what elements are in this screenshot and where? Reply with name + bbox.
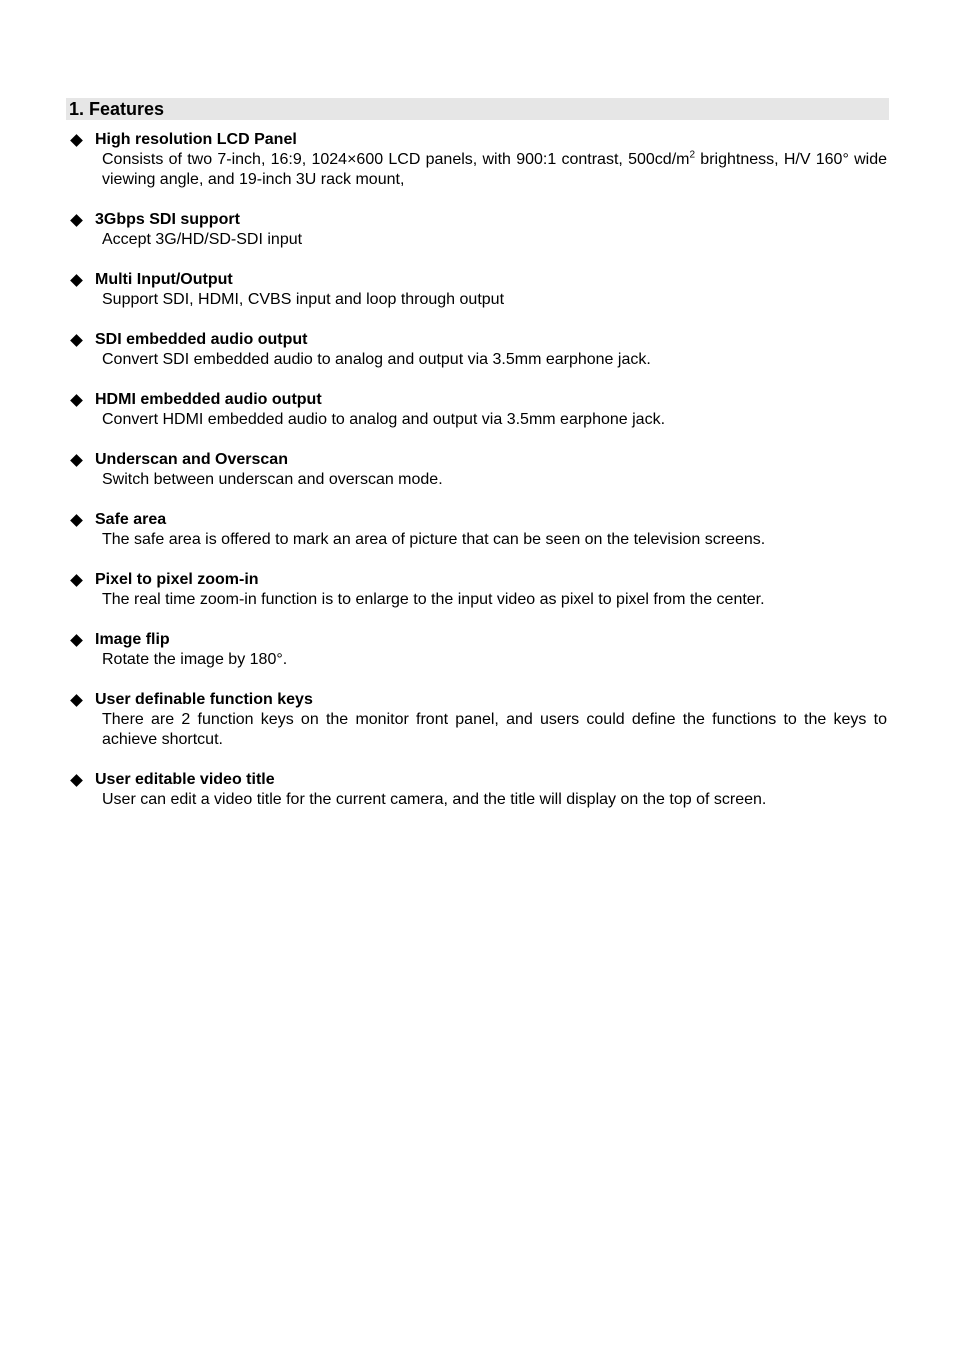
feature-item (68, 690, 888, 750)
feature-title: User definable function keys (95, 691, 313, 708)
diamond-bullet-icon (70, 694, 83, 707)
feature-item (68, 270, 888, 310)
diamond-bullet-icon (70, 634, 83, 647)
diamond-bullet-icon (70, 774, 83, 787)
feature-title: Underscan and Overscan (95, 451, 288, 468)
section-title: 1. Features (66, 98, 889, 120)
feature-item (68, 510, 888, 550)
diamond-bullet-icon (70, 214, 83, 227)
feature-description: Convert HDMI embedded audio to analog and output via 3.5mm earphone jack. (102, 411, 666, 428)
feature-item (68, 330, 888, 370)
diamond-bullet-icon (70, 514, 83, 527)
feature-description: Accept 3G/HD/SD-SDI input (102, 231, 303, 248)
feature-item (68, 770, 888, 810)
feature-list (68, 130, 888, 810)
feature-title: High resolution LCD Panel (95, 131, 297, 148)
feature-title: Pixel to pixel zoom-in (95, 571, 259, 588)
feature-title: Image flip (95, 631, 170, 648)
feature-title: SDI embedded audio output (95, 331, 308, 348)
feature-description: The real time zoom-in function is to enlarge to the input video as pixel to pixel from the center. (102, 591, 765, 608)
feature-item (68, 450, 888, 490)
feature-item (68, 390, 888, 430)
superscript: 2 (689, 149, 696, 161)
feature-item (68, 570, 888, 610)
feature-description: The safe area is offered to mark an area of picture that can be seen on the television screens. (102, 531, 766, 548)
feature-description: Rotate the image by 180°. (102, 651, 288, 668)
feature-item (68, 630, 888, 670)
feature-description: Switch between underscan and overscan mode. (102, 471, 443, 488)
diamond-bullet-icon (70, 334, 83, 347)
feature-description: There are 2 function keys on the monitor front panel, and users could define the functions to the keys to achieve shortcut. (102, 711, 887, 748)
feature-description: Convert SDI embedded audio to analog and output via 3.5mm earphone jack. (102, 351, 651, 368)
diamond-bullet-icon (70, 274, 83, 287)
diamond-bullet-icon (70, 574, 83, 587)
feature-title: Multi Input/Output (95, 271, 233, 288)
feature-title: Safe area (95, 511, 167, 528)
diamond-bullet-icon (70, 394, 83, 407)
feature-title: HDMI embedded audio output (95, 391, 322, 408)
feature-description: Support SDI, HDMI, CVBS input and loop through output (102, 291, 505, 308)
feature-title: User editable video title (95, 771, 275, 788)
feature-description: Consists of two 7-inch, 16:9, 1024×600 LCD panels, with 900:1 contrast, $500cd/m^2$ brightness, H/V 160° wide viewing angle, and 19-inch 3U rack mount, (102, 149, 888, 188)
diamond-bullet-icon (70, 134, 83, 147)
feature-description: User can edit a video title for the current camera, and the title will display on the top of screen. (102, 791, 767, 808)
feature-item (68, 130, 888, 190)
diamond-bullet-icon (70, 454, 83, 467)
feature-title: 3Gbps SDI support (95, 211, 240, 228)
feature-item (68, 210, 888, 250)
